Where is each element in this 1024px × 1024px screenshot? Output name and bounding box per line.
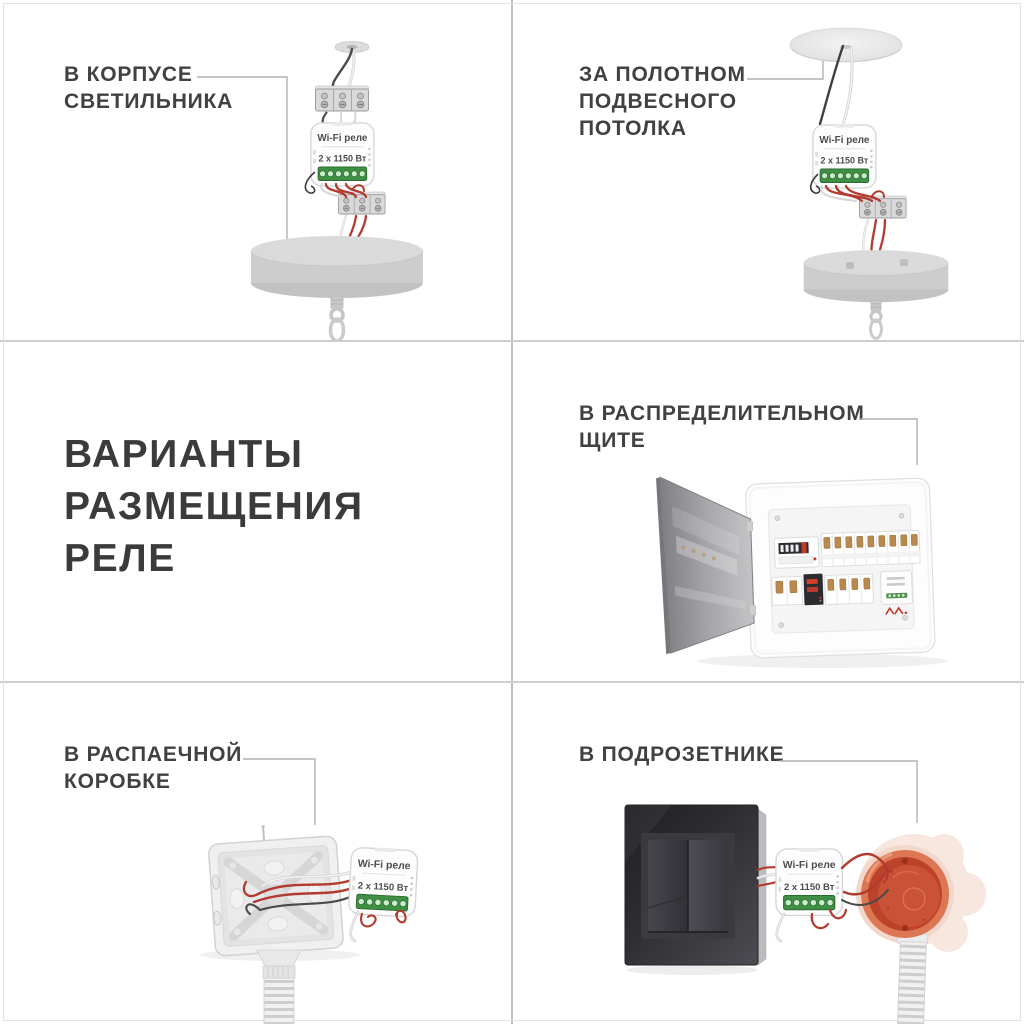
label-line: ПОДВЕСНОГО <box>579 90 737 113</box>
digital-meter-module <box>803 574 823 606</box>
label-line: КОРОБКЕ <box>64 770 171 793</box>
distribution-board <box>656 468 935 661</box>
electricity-meter <box>774 537 819 569</box>
board-door <box>656 474 757 654</box>
label-line: В РАСПАЕЧНОЙ <box>64 743 243 766</box>
suspended-ceiling-disc <box>790 28 902 62</box>
leader-line <box>859 419 917 465</box>
label-line: СВЕТИЛЬНИКА <box>64 90 234 113</box>
leader-line <box>197 77 287 243</box>
title-line: РЕЛЕ <box>64 537 176 580</box>
breaker-row-bottom <box>825 574 874 605</box>
flush-mount-box-illustration <box>512 682 1024 1024</box>
switch-shadow <box>626 965 758 975</box>
label-line: В РАСПРЕДЕЛИТЕЛЬНОМ <box>579 402 865 425</box>
label-line: ПОТОЛКА <box>579 117 687 140</box>
socket-box <box>861 850 949 938</box>
label-line: В КОРПУСЕ <box>64 63 193 86</box>
distribution-board-illustration <box>512 341 1024 682</box>
label-line: В ПОДРОЗЕТНИКЕ <box>579 743 785 766</box>
wall-switch <box>625 805 766 965</box>
leader-line <box>243 759 315 825</box>
label-line: ЩИТЕ <box>579 429 646 452</box>
canopy-mount-nub <box>846 262 854 269</box>
ceiling-cables <box>333 49 354 88</box>
breaker-pair-small <box>772 576 803 605</box>
title-line: ВАРИАНТЫ <box>64 433 304 476</box>
suspended-ceiling-illustration <box>512 0 1024 341</box>
luminaire-housing-illustration <box>0 0 512 341</box>
title-line: РАЗМЕЩЕНИЯ <box>64 485 364 528</box>
relay-in-board <box>880 571 912 605</box>
conduit <box>895 933 928 1024</box>
junction-box-illustration <box>0 682 512 1024</box>
page-title <box>64 429 364 585</box>
leader-line <box>779 761 917 823</box>
label-line: ЗА ПОЛОТНОМ <box>579 63 746 86</box>
canopy-mount-nub <box>900 259 908 266</box>
breaker-row-top <box>821 530 920 566</box>
conduit-stem <box>257 950 301 1024</box>
